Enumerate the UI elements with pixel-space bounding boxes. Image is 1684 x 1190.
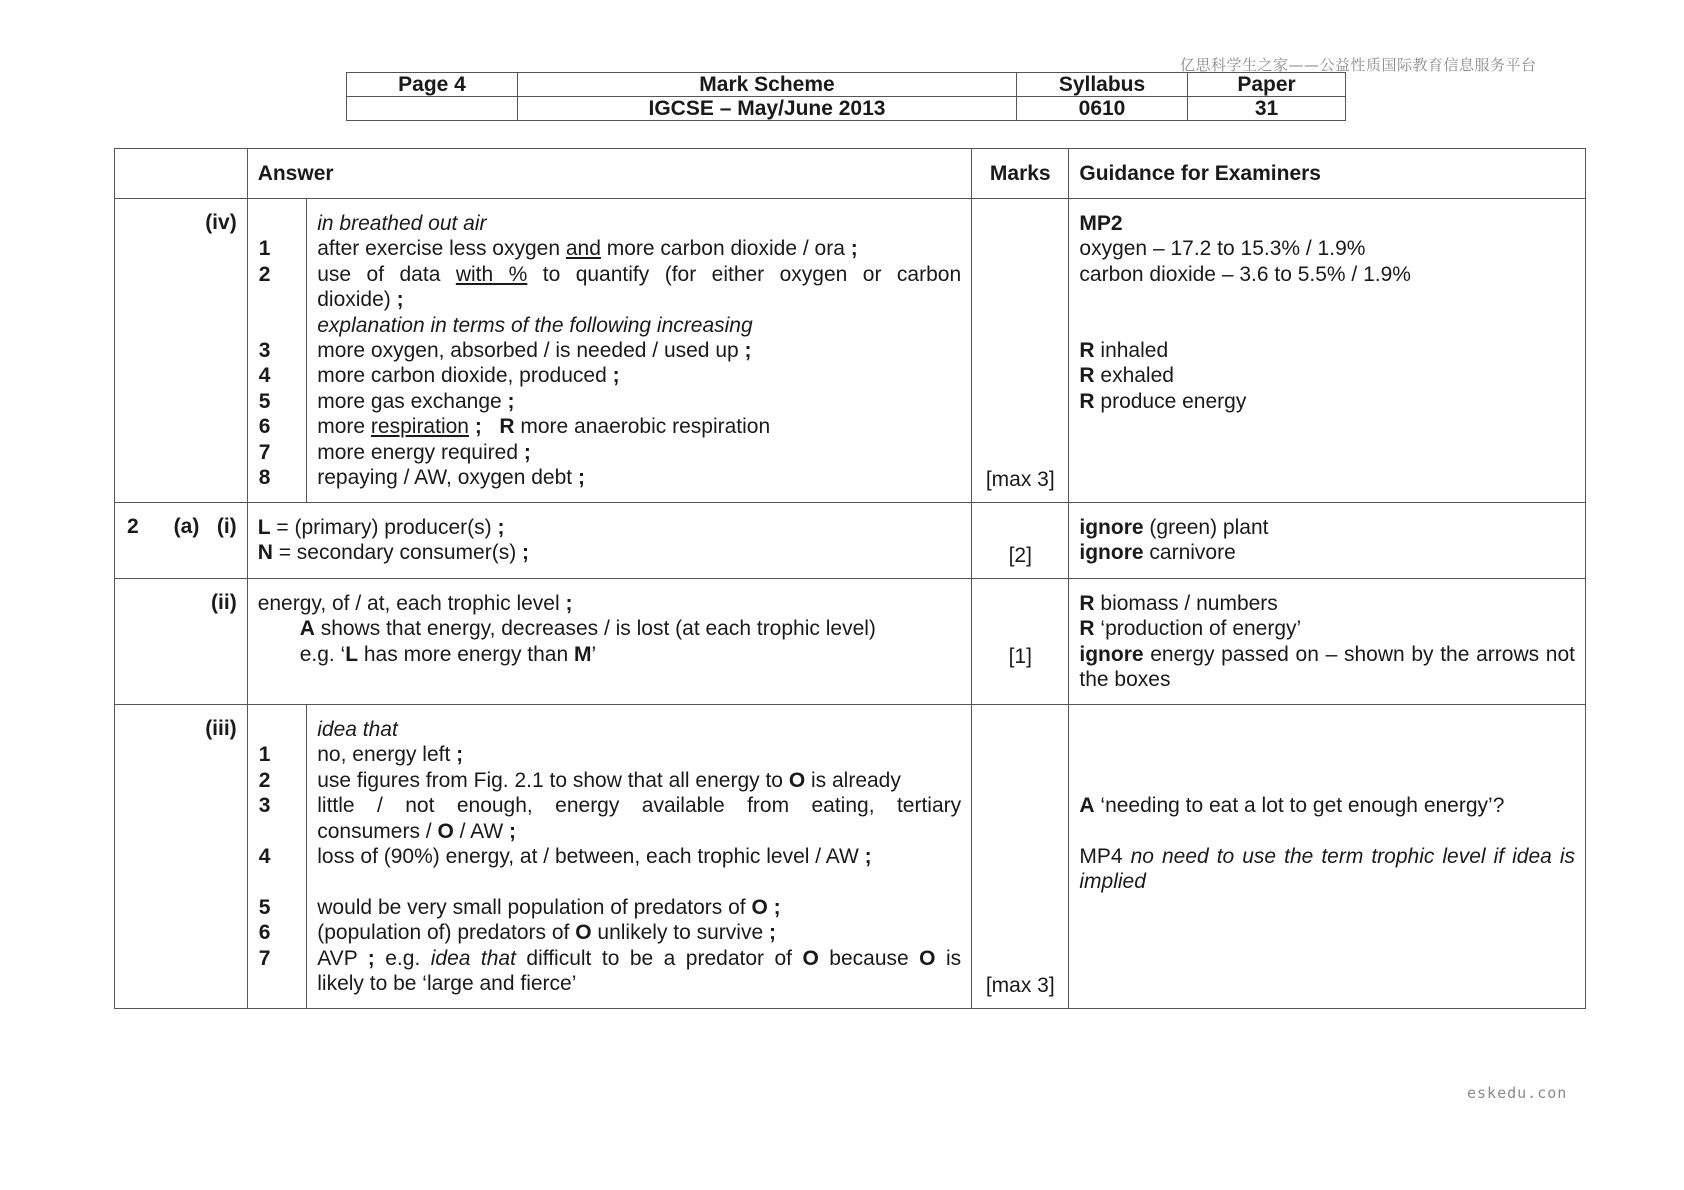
- watermark-bottom: eskedu.con: [1467, 1084, 1568, 1102]
- guidance-text: ignore (green) plant ignore carnivore: [1069, 503, 1586, 579]
- marks-value: [max 3]: [972, 199, 1069, 503]
- answer-text: energy, of / at, each trophic level ; A shows that energy, decreases / is lost (at each trophic level) e.g. ‘L has more energy than M’: [247, 579, 971, 705]
- header-paper-number: 31: [1188, 97, 1346, 121]
- header-mark-scheme: Mark Scheme: [518, 73, 1017, 97]
- question-label: 2 (a) (i): [115, 503, 248, 579]
- guidance-text: MP2 oxygen – 17.2 to 15.3% / 1.9% carbon dioxide – 3.6 to 5.5% / 1.9% R inhaled R exhaled R produce energy: [1069, 199, 1586, 503]
- question-row-2aiii: [115, 705, 1586, 1009]
- question-label: (iii): [115, 705, 248, 1009]
- guidance-text: A ‘needing to eat a lot to get enough energy’? MP4 no need to use the term trophic level if idea is implied: [1069, 705, 1586, 1009]
- marks-value: [1]: [972, 579, 1069, 705]
- point-numbers: 1 2 3 4 5 6 7: [247, 705, 307, 1009]
- marks-value: [max 3]: [972, 705, 1069, 1009]
- answer-column-header: Answer: [247, 149, 971, 199]
- watermark-top: 亿思科学生之家——公益性质国际教育信息服务平台: [1180, 56, 1537, 74]
- question-row-iv: [115, 199, 1586, 503]
- column-header-row: [115, 149, 1586, 199]
- answer-text: in breathed out air after exercise less oxygen and more carbon dioxide / ora ; use of data with % to quantify (for either oxygen or carbon dioxide) ; explanation in terms of the following increasing more oxygen, absorbed / is needed / used up ; more carbon dioxide, produced ; more gas exchange ; more respiration ; R more anaerobic respiration more energy required ; repaying / AW, oxygen debt ;: [307, 199, 972, 503]
- header-table: [346, 72, 1346, 121]
- header-blank: [347, 97, 518, 121]
- guidance-column-header: Guidance for Examiners: [1069, 149, 1586, 199]
- answer-text: L = (primary) producer(s) ; N = secondary consumer(s) ;: [247, 503, 971, 579]
- point-numbers: 1 2 3 4 5 6 7 8: [247, 199, 307, 503]
- header-syllabus-label: Syllabus: [1017, 73, 1188, 97]
- mark-scheme-table: [114, 148, 1586, 1009]
- question-column-header: [115, 149, 248, 199]
- header-exam: IGCSE – May/June 2013: [518, 97, 1017, 121]
- answer-text: idea that no, energy left ; use figures from Fig. 2.1 to show that all energy to O is already little / not enough, energy available from eating, tertiary consumers / O / AW ; loss of (90%) energy, at / between, each trophic level / AW ; would be very small population of predators of O ; (population of) predators of O unlikely to survive ; AVP ; e.g. idea that difficult to be a predator of O because O is likely to be ‘large and fierce’: [307, 705, 972, 1009]
- question-row-2aii: [115, 579, 1586, 705]
- question-label: (iv): [115, 199, 248, 503]
- header-page: Page 4: [347, 73, 518, 97]
- header-syllabus-code: 0610: [1017, 97, 1188, 121]
- question-label: (ii): [115, 579, 248, 705]
- guidance-text: R biomass / numbers R ‘production of energy’ ignore energy passed on – shown by the arrows not the boxes: [1069, 579, 1586, 705]
- question-row-2ai: [115, 503, 1586, 579]
- marks-value: [2]: [972, 503, 1069, 579]
- marks-column-header: Marks: [972, 149, 1069, 199]
- header-paper-label: Paper: [1188, 73, 1346, 97]
